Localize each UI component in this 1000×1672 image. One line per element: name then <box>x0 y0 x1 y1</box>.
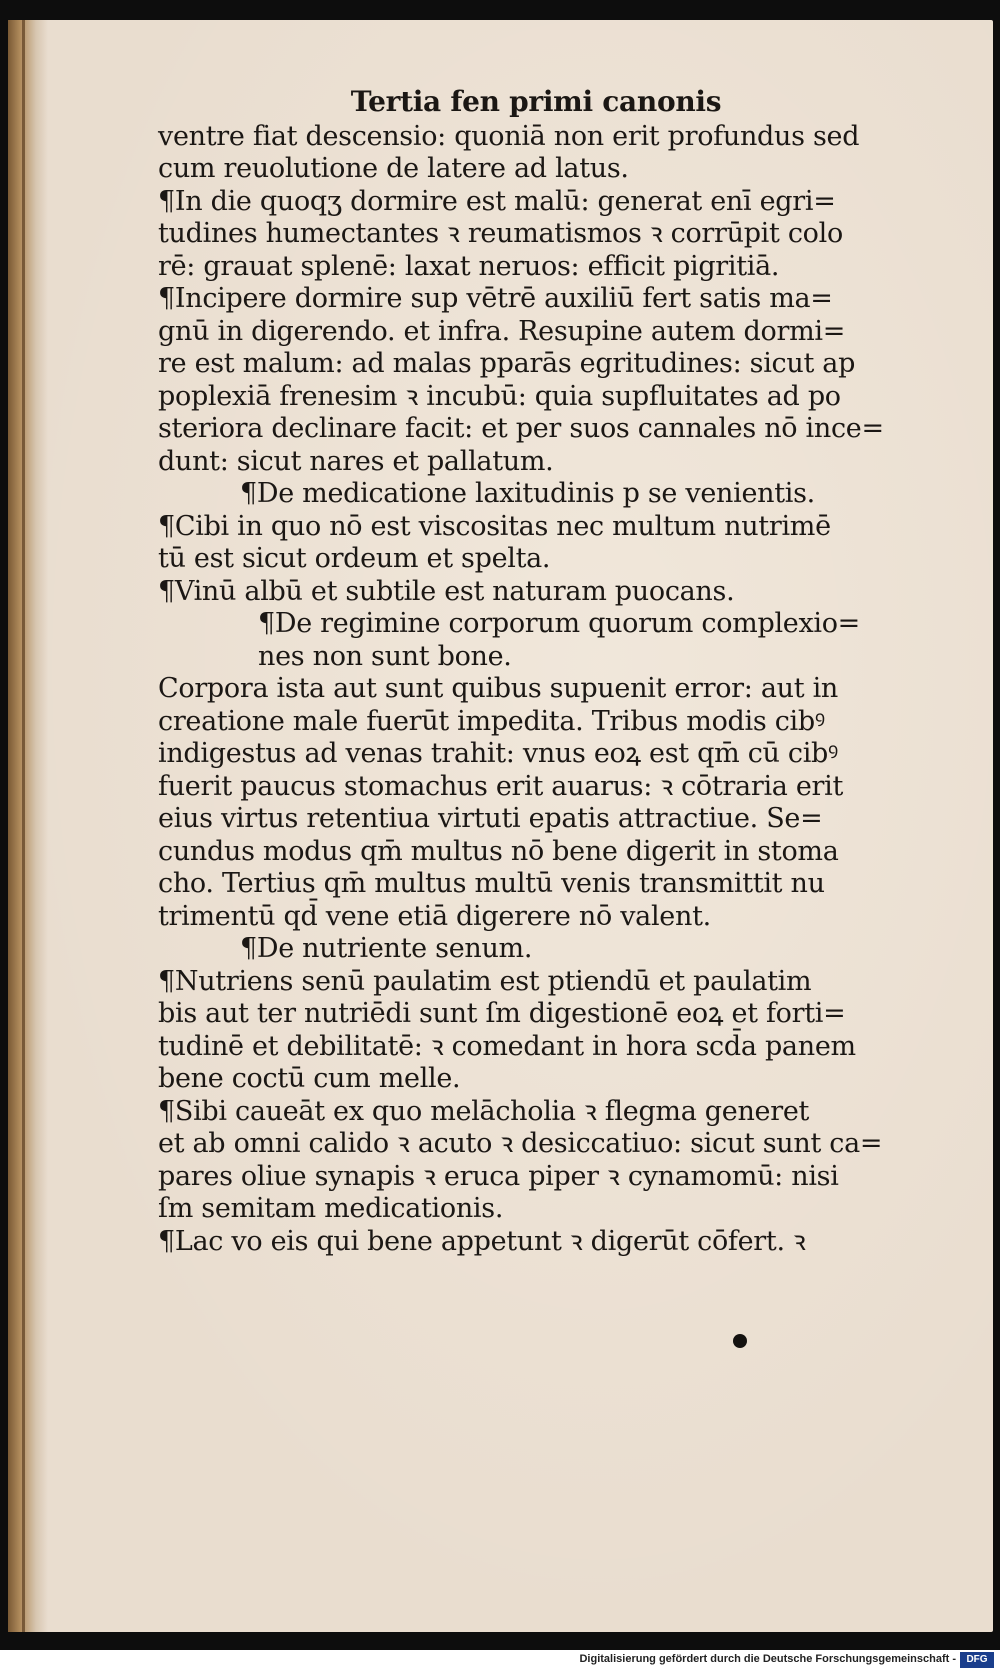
text-line: et ab omni calido ꝛ acuto ꝛ desiccatiuo: sicut sunt ca= <box>158 1128 883 1159</box>
text-line: ¶De regimine corporum quorum complexio= <box>258 608 861 639</box>
text-line: ſm semitam medicationis. <box>158 1193 504 1224</box>
dfg-logo-icon: DFG <box>960 1652 994 1668</box>
text-line: bene coctū cum melle. <box>158 1063 461 1094</box>
text-line: ¶Incipere dormire sup vētrē auxiliū fert satis ma= <box>158 283 833 314</box>
text-line: rē: grauat splenē: laxat neruos: efficit pigritiā. <box>158 250 780 282</box>
printers-mark <box>733 1334 747 1348</box>
text-line: tudines humectantes ꝛ reumatismos ꝛ corrūpit colo <box>158 218 843 249</box>
gutter-shadow <box>22 20 25 1632</box>
text-line: pares oliue synapis ꝛ eruca piper ꝛ cynamomū: nisi <box>158 1160 839 1192</box>
text-line: cho. Tertius qm̄ multus multū venis transmittit nu <box>158 868 825 899</box>
text-line: trimentū qd̄ vene etiā digerere nō valent. <box>158 900 711 932</box>
text-line: cundus modus qm̄ multus nō bene digerit in stoma <box>158 835 839 867</box>
text-line: eius virtus retentiua virtuti epatis attractiue. Se= <box>158 803 823 834</box>
text-line: ¶De medicatione laxitudinis p se venientis. <box>240 478 815 509</box>
text-line: indigestus ad venas trahit: vnus eoꝝ est qm̄ cū cibꝰ <box>158 738 839 769</box>
text-line: tudinē et debilitatē: ꝛ comedant in hora scd̄a panem <box>158 1030 856 1062</box>
text-line: steriora declinare facit: et per suos cannales nō ince= <box>158 413 884 444</box>
text-line: gnū in digerendo. et infra. Resupine autem dormi= <box>158 315 846 347</box>
text-lines <box>158 121 918 1259</box>
text-line: cum reuolutione de latere ad latus. <box>158 153 629 184</box>
footer-bar <box>0 1650 1000 1672</box>
text-line: ¶Nutriens senū paulatim est ptiendū et paulatim <box>158 965 812 997</box>
text-line: ¶Cibi in quo nō est viscositas nec multum nutrimē <box>158 510 831 542</box>
text-line: ¶De nutriente senum. <box>240 933 533 964</box>
funding-credit: Digitalisierung gefördert durch die Deutsche Forschungsgemeinschaft - <box>579 1653 956 1665</box>
text-line: bis aut ter nutriēdi sunt ſm digestionē eoꝝ et forti= <box>158 998 846 1029</box>
text-line: re est malum: ad malas pparās egritudines: sicut ap <box>158 348 856 379</box>
book-gutter <box>8 20 48 1632</box>
text-line: ¶In die quoqʒ dormire est malū: generat enī egri= <box>158 185 836 217</box>
text-line: ¶Lac vo eis qui bene appetunt ꝛ digerūt cōfert. ꝛ <box>158 1225 806 1257</box>
text-line: dunt: sicut nares et pallatum. <box>158 445 554 477</box>
text-line: tū est sicut ordeum et spelta. <box>158 543 551 574</box>
text-line: fuerit paucus stomachus erit auarus: ꝛ cōtraria erit <box>158 770 844 802</box>
text-line: ¶Vinū albū et subtile est naturam puocans. <box>158 575 735 607</box>
text-line: nes non sunt bone. <box>258 640 512 672</box>
running-header: Tertia fen primi canonis <box>350 85 722 118</box>
text-line: poplexiā frenesim ꝛ incubū: quia supfluitates ad po <box>158 380 841 412</box>
text-line: Corpora ista aut sunt quibus supuenit error: aut in <box>158 673 839 704</box>
page-text <box>158 86 918 1258</box>
text-line: creatione male fuerūt impedita. Tribus modis cibꝰ <box>158 705 825 737</box>
text-line: ¶Sibi caueāt ex quo melācholia ꝛ flegma generet <box>158 1095 810 1127</box>
text-line: ventre fiat descensio: quoniā non erit profundus sed <box>158 120 860 152</box>
